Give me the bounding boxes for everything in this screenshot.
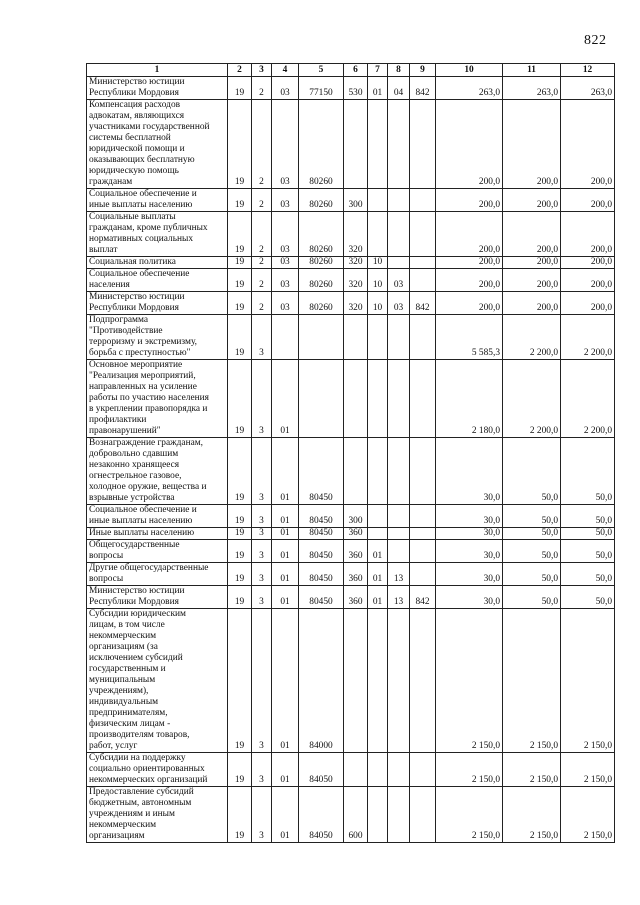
code-cell: 03: [272, 257, 299, 269]
code-cell: [388, 528, 410, 540]
code-cell: 2: [252, 100, 272, 189]
code-cell: 19: [228, 505, 252, 528]
amount-cell: 2 150,0: [436, 753, 503, 787]
amount-cell: 2 150,0: [503, 753, 561, 787]
table-row: [87, 100, 615, 189]
row-name-cell: Другие общегосударственные вопросы: [87, 563, 228, 586]
amount-cell: 50,0: [503, 528, 561, 540]
amount-cell: 30,0: [436, 505, 503, 528]
column-header: 3: [252, 64, 272, 77]
code-cell: 2: [252, 292, 272, 315]
row-name-cell: Министерство юстиции Республики Мордовия: [87, 586, 228, 609]
code-cell: 19: [228, 438, 252, 505]
column-header: 2: [228, 64, 252, 77]
code-cell: 19: [228, 257, 252, 269]
code-cell: [410, 505, 436, 528]
code-cell: 01: [272, 540, 299, 563]
table-row: [87, 609, 615, 753]
row-name-cell: Социальные выплаты гражданам, кроме публичных нормативных социальных выплат: [87, 212, 228, 257]
row-name-cell: Социальная политика: [87, 257, 228, 269]
amount-cell: 200,0: [561, 212, 615, 257]
column-header: 4: [272, 64, 299, 77]
amount-cell: 30,0: [436, 528, 503, 540]
code-cell: [299, 315, 344, 360]
code-cell: 03: [272, 77, 299, 100]
table-row: [87, 787, 615, 843]
row-name-cell: Министерство юстиции Республики Мордовия: [87, 292, 228, 315]
row-name-cell: Подпрограмма "Противодействие терроризму и экстремизму, борьба с преступностью": [87, 315, 228, 360]
code-cell: 842: [410, 292, 436, 315]
code-cell: 03: [272, 269, 299, 292]
code-cell: 19: [228, 753, 252, 787]
code-cell: [344, 100, 368, 189]
amount-cell: 2 200,0: [561, 360, 615, 438]
table-row: [87, 438, 615, 505]
code-cell: 80260: [299, 269, 344, 292]
code-cell: 19: [228, 787, 252, 843]
code-cell: [410, 540, 436, 563]
code-cell: 320: [344, 292, 368, 315]
code-cell: [388, 609, 410, 753]
code-cell: 80260: [299, 189, 344, 212]
amount-cell: 263,0: [503, 77, 561, 100]
amount-cell: 200,0: [436, 292, 503, 315]
amount-cell: 200,0: [436, 257, 503, 269]
code-cell: 360: [344, 540, 368, 563]
code-cell: 3: [252, 753, 272, 787]
row-name-cell: Министерство юстиции Республики Мордовия: [87, 77, 228, 100]
code-cell: 19: [228, 212, 252, 257]
code-cell: [272, 315, 299, 360]
row-name-cell: Основное мероприятие "Реализация мероприятий, направленных на усиление работы по участию населения в укреплении правопорядка и профилактики правонарушений": [87, 360, 228, 438]
code-cell: [410, 609, 436, 753]
amount-cell: 200,0: [503, 269, 561, 292]
code-cell: 80450: [299, 586, 344, 609]
code-cell: 03: [272, 189, 299, 212]
code-cell: 2: [252, 189, 272, 212]
code-cell: [410, 189, 436, 212]
code-cell: 360: [344, 528, 368, 540]
code-cell: [388, 505, 410, 528]
code-cell: 19: [228, 563, 252, 586]
code-cell: 3: [252, 787, 272, 843]
code-cell: 01: [272, 753, 299, 787]
column-header: 10: [436, 64, 503, 77]
column-header: 5: [299, 64, 344, 77]
code-cell: [368, 787, 388, 843]
amount-cell: 2 200,0: [503, 315, 561, 360]
code-cell: [344, 609, 368, 753]
code-cell: [388, 189, 410, 212]
code-cell: 19: [228, 360, 252, 438]
row-name-cell: Социальное обеспечение населения: [87, 269, 228, 292]
code-cell: [388, 100, 410, 189]
amount-cell: 5 585,3: [436, 315, 503, 360]
code-cell: 80450: [299, 563, 344, 586]
table-row: [87, 505, 615, 528]
code-cell: [368, 753, 388, 787]
code-cell: [410, 438, 436, 505]
column-header: 12: [561, 64, 615, 77]
code-cell: 80450: [299, 438, 344, 505]
code-cell: [344, 315, 368, 360]
code-cell: [410, 269, 436, 292]
code-cell: [410, 315, 436, 360]
code-cell: 600: [344, 787, 368, 843]
code-cell: 842: [410, 586, 436, 609]
row-name-cell: Вознаграждение гражданам, добровольно сдавшим незаконно хранящееся огнестрельное газовое, холодное оружие, вещества и взрывные устройства: [87, 438, 228, 505]
code-cell: [388, 257, 410, 269]
table-body: [87, 77, 615, 843]
table-row: [87, 257, 615, 269]
code-cell: [410, 100, 436, 189]
row-name-cell: Социальное обеспечение и иные выплаты населению: [87, 189, 228, 212]
row-name-cell: Общегосударственные вопросы: [87, 540, 228, 563]
amount-cell: 200,0: [503, 189, 561, 212]
table-row: [87, 77, 615, 100]
amount-cell: 50,0: [561, 528, 615, 540]
code-cell: 04: [388, 77, 410, 100]
code-cell: 19: [228, 315, 252, 360]
table-row: [87, 360, 615, 438]
amount-cell: 30,0: [436, 563, 503, 586]
table-row: [87, 753, 615, 787]
amount-cell: 2 150,0: [503, 787, 561, 843]
amount-cell: 263,0: [561, 77, 615, 100]
code-cell: [368, 505, 388, 528]
code-cell: [344, 438, 368, 505]
code-cell: 03: [272, 212, 299, 257]
code-cell: 19: [228, 189, 252, 212]
code-cell: 03: [272, 292, 299, 315]
amount-cell: 200,0: [436, 269, 503, 292]
column-header: 9: [410, 64, 436, 77]
code-cell: [388, 438, 410, 505]
code-cell: 84050: [299, 753, 344, 787]
code-cell: [368, 315, 388, 360]
code-cell: [410, 257, 436, 269]
amount-cell: 200,0: [561, 189, 615, 212]
code-cell: 2: [252, 77, 272, 100]
code-cell: 01: [272, 360, 299, 438]
code-cell: [368, 528, 388, 540]
amount-cell: 50,0: [561, 540, 615, 563]
amount-cell: 50,0: [503, 438, 561, 505]
amount-cell: 2 200,0: [561, 315, 615, 360]
amount-cell: 2 150,0: [436, 609, 503, 753]
amount-cell: 2 150,0: [503, 609, 561, 753]
code-cell: [388, 315, 410, 360]
amount-cell: 200,0: [503, 100, 561, 189]
column-header: 6: [344, 64, 368, 77]
code-cell: 80450: [299, 540, 344, 563]
code-cell: 01: [368, 540, 388, 563]
code-cell: 19: [228, 609, 252, 753]
code-cell: 3: [252, 540, 272, 563]
code-cell: [368, 212, 388, 257]
code-cell: 2: [252, 269, 272, 292]
code-cell: 3: [252, 315, 272, 360]
code-cell: 01: [272, 586, 299, 609]
code-cell: [388, 753, 410, 787]
row-name-cell: Социальное обеспечение и иные выплаты населению: [87, 505, 228, 528]
code-cell: 10: [368, 269, 388, 292]
amount-cell: 200,0: [436, 100, 503, 189]
amount-cell: 50,0: [561, 563, 615, 586]
code-cell: 13: [388, 563, 410, 586]
amount-cell: 50,0: [561, 505, 615, 528]
code-cell: 80260: [299, 257, 344, 269]
table-row: [87, 540, 615, 563]
amount-cell: 200,0: [436, 212, 503, 257]
code-cell: 320: [344, 212, 368, 257]
page-number: 822: [584, 33, 607, 48]
code-cell: 77150: [299, 77, 344, 100]
table-row: [87, 212, 615, 257]
code-cell: 3: [252, 563, 272, 586]
row-name-cell: Субсидии юридическим лицам, в том числе некоммерческим организациям (за исключением субсидий государственным и муниципальным учреждениям), индивидуальным предпринимателям, физическим лицам - производителям товаров, работ, услуг: [87, 609, 228, 753]
amount-cell: 200,0: [561, 292, 615, 315]
table-row: [87, 563, 615, 586]
code-cell: 530: [344, 77, 368, 100]
column-header: 1: [87, 64, 228, 77]
amount-cell: 263,0: [436, 77, 503, 100]
code-cell: 3: [252, 609, 272, 753]
amount-cell: 2 150,0: [561, 753, 615, 787]
amount-cell: 2 150,0: [561, 787, 615, 843]
code-cell: [410, 753, 436, 787]
code-cell: 03: [388, 269, 410, 292]
code-cell: [344, 360, 368, 438]
code-cell: 01: [368, 563, 388, 586]
code-cell: 360: [344, 563, 368, 586]
amount-cell: 200,0: [436, 189, 503, 212]
code-cell: [388, 540, 410, 563]
code-cell: [410, 360, 436, 438]
code-cell: 19: [228, 269, 252, 292]
amount-cell: 30,0: [436, 438, 503, 505]
table-row: [87, 528, 615, 540]
code-cell: 13: [388, 586, 410, 609]
code-cell: 80260: [299, 292, 344, 315]
table-row: [87, 189, 615, 212]
row-name-cell: Субсидии на поддержку социально ориентированных некоммерческих организаций: [87, 753, 228, 787]
table-row: [87, 269, 615, 292]
code-cell: 300: [344, 505, 368, 528]
row-name-cell: Компенсация расходов адвокатам, являющихся участниками государственной системы бесплатной юридической помощи и оказывающих бесплатную юридическую помощь гражданам: [87, 100, 228, 189]
code-cell: [410, 787, 436, 843]
code-cell: 3: [252, 438, 272, 505]
table-row: [87, 292, 615, 315]
budget-table: [86, 63, 615, 843]
amount-cell: 2 150,0: [561, 609, 615, 753]
code-cell: 01: [272, 528, 299, 540]
code-cell: 01: [272, 609, 299, 753]
code-cell: 80260: [299, 100, 344, 189]
code-cell: 84000: [299, 609, 344, 753]
amount-cell: 200,0: [561, 257, 615, 269]
code-cell: 3: [252, 586, 272, 609]
code-cell: [368, 609, 388, 753]
code-cell: [410, 212, 436, 257]
amount-cell: 30,0: [436, 586, 503, 609]
row-name-cell: Предоставление субсидий бюджетным, автономным учреждениям и иным некоммерческим организациям: [87, 787, 228, 843]
code-cell: 01: [272, 563, 299, 586]
code-cell: 19: [228, 540, 252, 563]
code-cell: 19: [228, 528, 252, 540]
code-cell: 842: [410, 77, 436, 100]
amount-cell: 2 180,0: [436, 360, 503, 438]
code-cell: [368, 360, 388, 438]
amount-cell: 30,0: [436, 540, 503, 563]
amount-cell: 200,0: [503, 257, 561, 269]
code-cell: 19: [228, 292, 252, 315]
amount-cell: 50,0: [561, 586, 615, 609]
code-cell: 19: [228, 77, 252, 100]
code-cell: 01: [368, 586, 388, 609]
code-cell: 80450: [299, 528, 344, 540]
amount-cell: 50,0: [503, 563, 561, 586]
code-cell: [388, 787, 410, 843]
code-cell: 360: [344, 586, 368, 609]
amount-cell: 200,0: [561, 100, 615, 189]
code-cell: 19: [228, 586, 252, 609]
amount-cell: 200,0: [561, 269, 615, 292]
code-cell: 10: [368, 257, 388, 269]
amount-cell: 200,0: [503, 212, 561, 257]
row-name-cell: Иные выплаты населению: [87, 528, 228, 540]
amount-cell: 50,0: [561, 438, 615, 505]
header-row: [87, 64, 615, 77]
code-cell: 2: [252, 212, 272, 257]
code-cell: [368, 189, 388, 212]
code-cell: 320: [344, 257, 368, 269]
code-cell: 03: [388, 292, 410, 315]
column-header: 7: [368, 64, 388, 77]
amount-cell: 2 200,0: [503, 360, 561, 438]
column-header: 8: [388, 64, 410, 77]
code-cell: [299, 360, 344, 438]
code-cell: 10: [368, 292, 388, 315]
code-cell: 80450: [299, 505, 344, 528]
column-header: 11: [503, 64, 561, 77]
code-cell: 80260: [299, 212, 344, 257]
code-cell: 320: [344, 269, 368, 292]
amount-cell: 2 150,0: [436, 787, 503, 843]
code-cell: 19: [228, 100, 252, 189]
amount-cell: 50,0: [503, 505, 561, 528]
table-row: [87, 586, 615, 609]
code-cell: 01: [368, 77, 388, 100]
code-cell: 3: [252, 360, 272, 438]
code-cell: [410, 528, 436, 540]
code-cell: 03: [272, 100, 299, 189]
code-cell: [388, 212, 410, 257]
code-cell: 3: [252, 528, 272, 540]
code-cell: [388, 360, 410, 438]
code-cell: [410, 563, 436, 586]
code-cell: 01: [272, 438, 299, 505]
code-cell: 2: [252, 257, 272, 269]
code-cell: 01: [272, 505, 299, 528]
code-cell: [344, 753, 368, 787]
amount-cell: 200,0: [503, 292, 561, 315]
code-cell: 3: [252, 505, 272, 528]
code-cell: 01: [272, 787, 299, 843]
amount-cell: 50,0: [503, 540, 561, 563]
amount-cell: 50,0: [503, 586, 561, 609]
code-cell: [368, 438, 388, 505]
code-cell: 84050: [299, 787, 344, 843]
code-cell: 300: [344, 189, 368, 212]
table-row: [87, 315, 615, 360]
code-cell: [368, 100, 388, 189]
